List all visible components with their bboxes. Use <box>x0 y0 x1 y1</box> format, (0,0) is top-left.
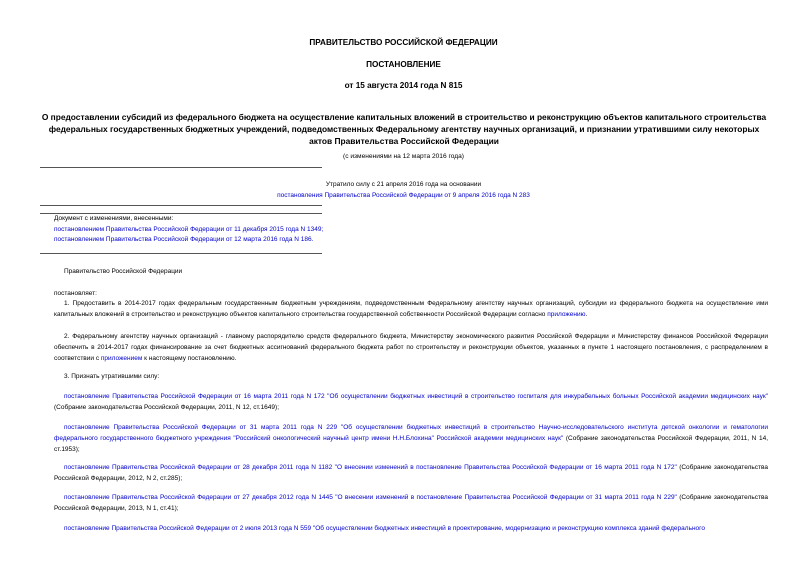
repealed-act: постановление Правительства Российской Федерации от 27 декабря 2012 года N 1445 "О внесении изменений в постановление Правительства Российской Федерации от 31 марта 2011 года N 229" (Собрание законодательства Российской Федерации, 2013, N 1, ст.41); <box>54 494 768 512</box>
document-title: О предоставлении субсидий из федерального бюджета на осуществление капитальных вложений в строительство и реконструкцию объектов капитального строительства федеральных государственных бюджетных учреждений, подведомственных Федеральному агентству научных организаций, и признании утратившими силу некоторых актов Правительства Российской Федерации <box>41 112 767 147</box>
body-decides: постановляет: <box>54 290 97 297</box>
act-link[interactable]: постановление Правительства Российской Федерации от 31 марта 2011 года N 229 "Об осуществлении бюджетных инвестиций в строительство Научно-исследовательского института детской онкологии и гематологии федерального государственного бюджетного учреждения "Российский онкологический научный центр имени Н.Н.Блохина" Российской академии медицинских наук" <box>54 424 768 442</box>
repealed-act <box>54 524 768 535</box>
act-link[interactable]: постановление Правительства Российской Федерации от 27 декабря 2012 года N 1445 "О внесении изменений в постановление Правительства Российской Федерации от 31 марта 2011 года N 229" <box>64 494 677 501</box>
paragraph-2: 2. Федеральному агентству научных организаций - главному распорядителю средств федерального бюджета, Министерству экономического развития Российской Федерации и Министерству финансов Российской Федерации обеспечить в 2014-2017 годах финансирование за счет бюджетных ассигнований федерального бюджета работ по строительству и реконструкции объектов, указанных в пункте 1 настоящего постановления, с распределением в соответствии с приложением к настоящему постановлению. <box>54 333 768 362</box>
repealed-act: постановление Правительства Российской Федерации от 28 декабря 2011 года N 1182 "О внесении изменений в постановление Правительства Российской Федерации от 16 марта 2011 года N 172" (Собрание законодательства Российской Федерации, 2012, N 2, ст.285); <box>54 464 768 482</box>
repealed-act: постановление Правительства Российской Федерации от 16 марта 2011 года N 172 "Об осуществлении бюджетных инвестиций в строительство госпиталя для инкурабельных больных Российской академии медицинских наук" (Собрание законодательства Российской Федерации, 2011, N 12, ст.1649); <box>54 393 768 411</box>
body-gov: Правительство Российской Федерации <box>64 268 183 275</box>
divider <box>40 167 322 168</box>
repealed-act: постановление Правительства Российской Федерации от 31 марта 2011 года N 229 "Об осуществлении бюджетных инвестиций в строительство Научно-исследовательского института детской онкологии и гематологии федерального государственного бюджетного учреждения "Российский онкологический научный центр имени Н.Н.Блохина" Российской академии медицинских наук" (Собрание законодательства Российской Федерации, 2011, N 14, ст.1953); <box>54 424 768 453</box>
header-org: ПРАВИТЕЛЬСТВО РОССИЙСКОЙ ФЕДЕРАЦИИ <box>309 38 498 47</box>
invalid-link[interactable]: постановления Правительства Российской Федерации от 9 апреля 2016 года N 283 <box>277 191 530 199</box>
changes-block <box>54 214 554 246</box>
appendix-link[interactable]: приложением <box>100 354 143 362</box>
appendix-link[interactable]: приложению <box>547 310 586 318</box>
act-link[interactable]: постановление Правительства Российской Федерации от 28 декабря 2011 года N 1182 "О внесении изменений в постановление Правительства Российской Федерации от 16 марта 2011 года N 172" <box>64 464 677 471</box>
paragraph-3: 3. Признать утратившими силу: <box>64 373 160 380</box>
paragraph-1: 1. Предоставить в 2014-2017 годах федеральным государственным бюджетным учреждениям, подведомственным Федеральному агентству научных организаций, субсидии из федерального бюджета на осуществление ими капитальных вложений в строительство и реконструкцию объектов капитального строительства государственной собственности Российской Федерации согласно приложению. <box>54 300 768 318</box>
changes-link[interactable]: постановлением Правительства Российской Федерации от 12 марта 2016 года N 186. <box>54 236 314 243</box>
divider <box>40 253 322 254</box>
invalid-notice <box>200 180 607 201</box>
changes-label: Документ с изменениями, внесенными: <box>54 215 174 222</box>
changes-link[interactable]: постановлением Правительства Российской Федерации от 11 декабря 2015 года N 1349; <box>54 225 324 233</box>
header-date-number: от 15 августа 2014 года N 815 <box>344 81 463 90</box>
amend-note: (с изменениями на 12 марта 2016 года) <box>343 153 464 160</box>
act-link[interactable]: постановление Правительства Российской Федерации от 16 марта 2011 года N 172 "Об осуществлении бюджетных инвестиций в строительство госпиталя для инкурабельных больных Российской академии медицинских наук" <box>64 393 768 400</box>
act-link[interactable]: постановление Правительства Российской Федерации от 2 июля 2013 года N 559 "Об осуществлении бюджетных инвестиций в проектирование, модернизацию и реконструкцию комплекса зданий федерального <box>64 525 706 532</box>
header-doctype: ПОСТАНОВЛЕНИЕ <box>366 60 441 69</box>
divider <box>40 205 322 206</box>
invalid-text: Утратило силу с 21 апреля 2016 года на основании <box>325 181 482 188</box>
